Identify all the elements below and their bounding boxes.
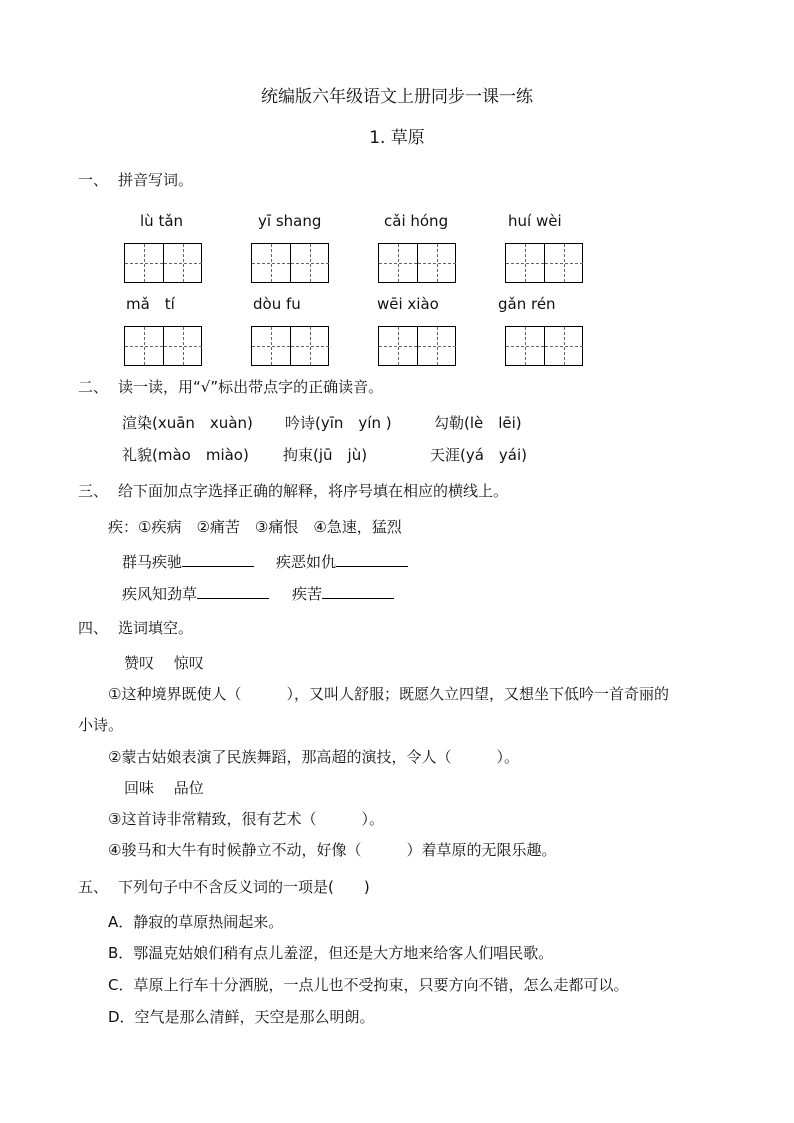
word-options: 赞叹 惊叹 — [124, 654, 204, 672]
section-number: 一、 — [78, 171, 109, 189]
choice-d[interactable]: D．空气是那么清鲜，天空是那么明朗。 — [108, 1008, 375, 1026]
writing-grid[interactable] — [505, 326, 583, 366]
fill-item-label: 疾风知劲草 — [122, 585, 198, 603]
reading-item[interactable]: 拘束(jū jù) — [283, 446, 368, 464]
choice-a[interactable]: A．静寂的草原热闹起来。 — [108, 913, 284, 931]
choice-c[interactable]: C．草原上行车十分洒脱，一点儿也不受拘束，只要方向不错，怎么走都可以。 — [108, 976, 629, 994]
section-text: 给下面加点字选择正确的解释，将序号填在相应的横线上。 — [118, 482, 509, 500]
section-4-heading — [78, 621, 193, 636]
lesson-title: 1. 草原 — [369, 128, 425, 148]
section-5-heading — [78, 880, 370, 895]
section-number: 四、 — [78, 619, 109, 637]
answer-blank[interactable] — [197, 584, 269, 599]
fill-item-label: 疾苦 — [292, 585, 323, 603]
section-number: 三、 — [78, 482, 109, 500]
writing-grid[interactable] — [378, 326, 456, 366]
ji-meanings: 疾：①疾病 ②痛苦 ③痛恨 ④急速，猛烈 — [108, 518, 402, 536]
writing-grid[interactable] — [251, 326, 329, 366]
section-number: 五、 — [78, 878, 109, 896]
answer-blank[interactable] — [322, 584, 394, 599]
page-title: 统编版六年级语文上册同步一课一练 — [261, 87, 533, 107]
section-3-heading — [78, 484, 508, 499]
word-options: 回味 品位 — [124, 779, 204, 797]
answer-blank[interactable] — [182, 552, 254, 567]
pinyin-label: dòu fu — [253, 295, 301, 313]
fill-item-label: 群马疾驰 — [122, 553, 183, 571]
pinyin-label: yī shang — [258, 212, 322, 230]
reading-item[interactable]: 吟诗(yīn yín ) — [285, 414, 392, 432]
section-text: 选词填空。 — [118, 619, 194, 637]
pinyin-label: lù tǎn — [140, 212, 184, 230]
section-2-heading — [78, 380, 383, 395]
fill-item-label: 疾恶如仇 — [276, 553, 337, 571]
writing-grid[interactable] — [124, 243, 202, 283]
question-4-2: ②蒙古姑娘表演了民族舞蹈，那高超的演技，令人（ ）。 — [108, 748, 519, 766]
section-text: 拼音写词。 — [118, 171, 194, 189]
reading-item[interactable]: 礼貌(mào miào) — [122, 446, 249, 464]
reading-item[interactable]: 天涯(yá yái) — [430, 446, 528, 464]
section-text: 读一读，用“√”标出带点字的正确读音。 — [118, 378, 384, 396]
section-number: 二、 — [78, 378, 109, 396]
fill-item — [292, 584, 394, 602]
question-4-3: ③这首诗非常精致，很有艺术（ ）。 — [108, 810, 384, 828]
reading-item[interactable]: 渲染(xuān xuàn) — [122, 414, 253, 432]
fill-item — [122, 584, 269, 602]
choice-b[interactable]: B．鄂温克姑娘们稍有点儿羞涩，但还是大方地来给客人们唱民歌。 — [108, 944, 554, 962]
writing-grid[interactable] — [378, 243, 456, 283]
section-1-heading — [78, 173, 193, 188]
writing-grid[interactable] — [124, 326, 202, 366]
answer-blank[interactable] — [336, 552, 408, 567]
writing-grid[interactable] — [505, 243, 583, 283]
pinyin-label: wēi xiào — [377, 295, 439, 313]
pinyin-label: huí wèi — [508, 212, 562, 230]
fill-item — [276, 552, 408, 570]
pinyin-label: mǎ tí — [126, 295, 175, 313]
pinyin-label: gǎn rén — [498, 295, 556, 313]
question-4-1: ①这种境界既使人（ ），又叫人舒服；既愿久立四望，又想坐下低吟一首奇丽的 — [108, 685, 669, 703]
pinyin-label: cǎi hóng — [384, 212, 449, 230]
writing-grid[interactable] — [251, 243, 329, 283]
fill-item — [122, 552, 254, 570]
reading-item[interactable]: 勾勒(lè lēi) — [434, 414, 522, 432]
section-text: 下列句子中不含反义词的一项是( ) — [118, 878, 370, 896]
question-4-1-cont: 小诗。 — [78, 716, 124, 734]
question-4-4: ④骏马和大牛有时候静立不动，好像（ ）着草原的无限乐趣。 — [108, 841, 557, 859]
